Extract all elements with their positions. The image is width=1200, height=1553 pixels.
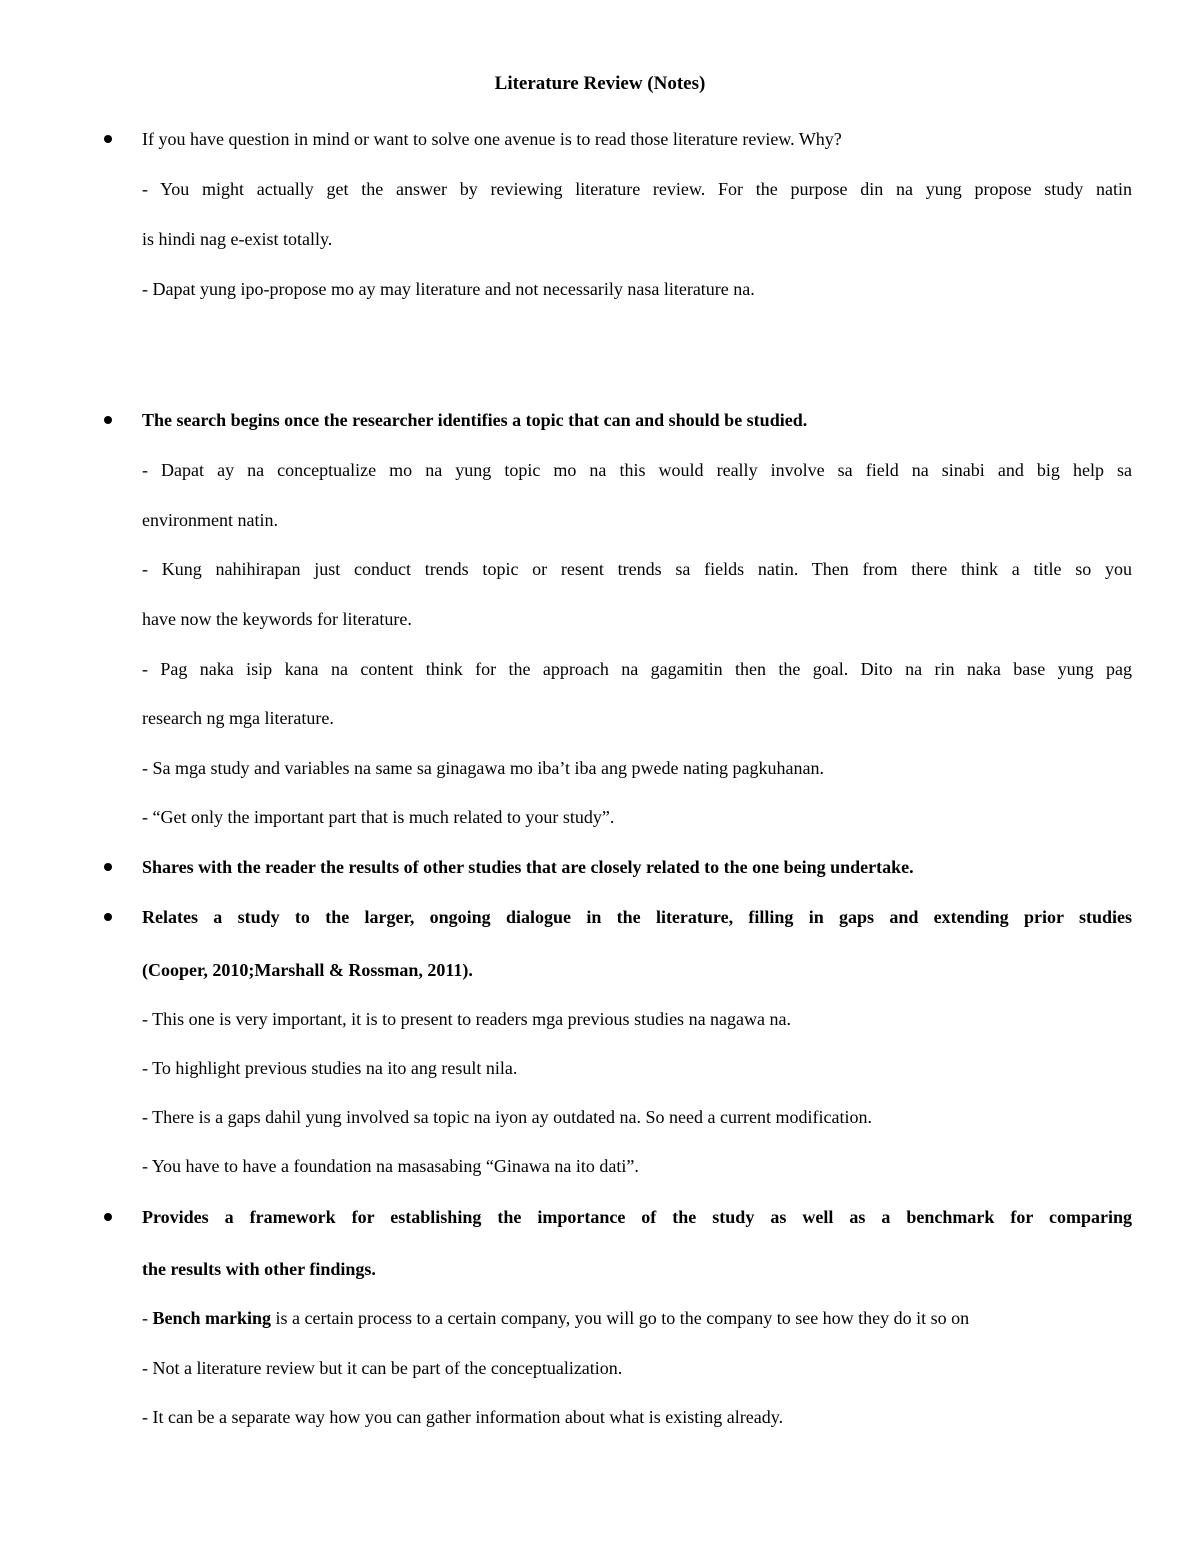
bullet-icon (104, 913, 112, 921)
section-5-note-2: - It can be a separate way how you can gather information about what is existing already. (142, 1407, 784, 1427)
section-4-note-4: - You have to have a foundation na masasabing “Ginawa na ito dati”. (142, 1156, 639, 1176)
bench-note-term: Bench marking (152, 1308, 272, 1328)
section-4-note-2: - To highlight previous studies na ito ang result nila. (142, 1058, 518, 1078)
section-4-heading-line-1: Relates a study to the larger, ongoing dialogue in the literature, filling in gaps and extending prior studies (142, 907, 1132, 927)
section-2-note-4: have now the keywords for literature. (142, 609, 412, 629)
section-1-note-2: is hindi nag e-exist totally. (142, 229, 333, 249)
bullet-icon (104, 863, 112, 871)
section-2-note-5: - Pag naka isip kana na content think for the approach na gagamitin then the goal. Dito na rin naka base yung pag (142, 659, 1132, 679)
bullet-icon (104, 416, 112, 424)
section-2-note-2: environment natin. (142, 510, 278, 530)
section-2-note-1: - Dapat ay na conceptualize mo na yung topic mo na this would really involve sa field na sinabi and big help sa (142, 460, 1132, 480)
bench-note-rest: is a certain process to a certain company, you will go to the company to see how they do it so on (271, 1308, 970, 1328)
section-5-heading-line-1: Provides a framework for establishing the importance of the study as well as a benchmark for comparing (142, 1207, 1132, 1227)
section-2-note-6: research ng mga literature. (142, 708, 334, 728)
bench-note-prefix: - (142, 1308, 153, 1328)
section-5-bench-note (142, 1305, 1132, 1331)
bullet-icon (104, 135, 112, 143)
section-1-note-1: - You might actually get the answer by reviewing literature review. For the purpose din na yung propose study natin (142, 179, 1132, 199)
section-2-note-8: - “Get only the important part that is much related to your study”. (142, 807, 615, 827)
section-1-heading: If you have question in mind or want to solve one avenue is to read those literature review. Why? (142, 129, 842, 149)
document-title: Literature Review (Notes) (494, 73, 706, 94)
section-2-heading: The search begins once the researcher identifies a topic that can and should be studied. (142, 410, 808, 430)
section-2-note-7: - Sa mga study and variables na same sa ginagawa mo iba’t iba ang pwede nating pagkuhanan. (142, 758, 824, 778)
section-3-heading: Shares with the reader the results of other studies that are closely related to the one being undertake. (142, 857, 914, 877)
section-2-note-3: - Kung nahihirapan just conduct trends topic or resent trends sa fields natin. Then from there think a title so you (142, 559, 1132, 579)
section-5-note-1: - Not a literature review but it can be part of the conceptualization. (142, 1358, 623, 1378)
section-4-note-1: - This one is very important, it is to present to readers mga previous studies na nagawa na. (142, 1009, 792, 1029)
section-1-note-3: - Dapat yung ipo-propose mo ay may literature and not necessarily nasa literature na. (142, 279, 755, 299)
section-4-note-3: - There is a gaps dahil yung involved sa topic na iyon ay outdated na. So need a current modification. (142, 1107, 872, 1127)
bullet-icon (104, 1213, 112, 1221)
section-5-heading-line-2: the results with other findings. (142, 1259, 376, 1279)
section-4-heading-line-2: (Cooper, 2010;Marshall & Rossman, 2011). (142, 960, 473, 980)
